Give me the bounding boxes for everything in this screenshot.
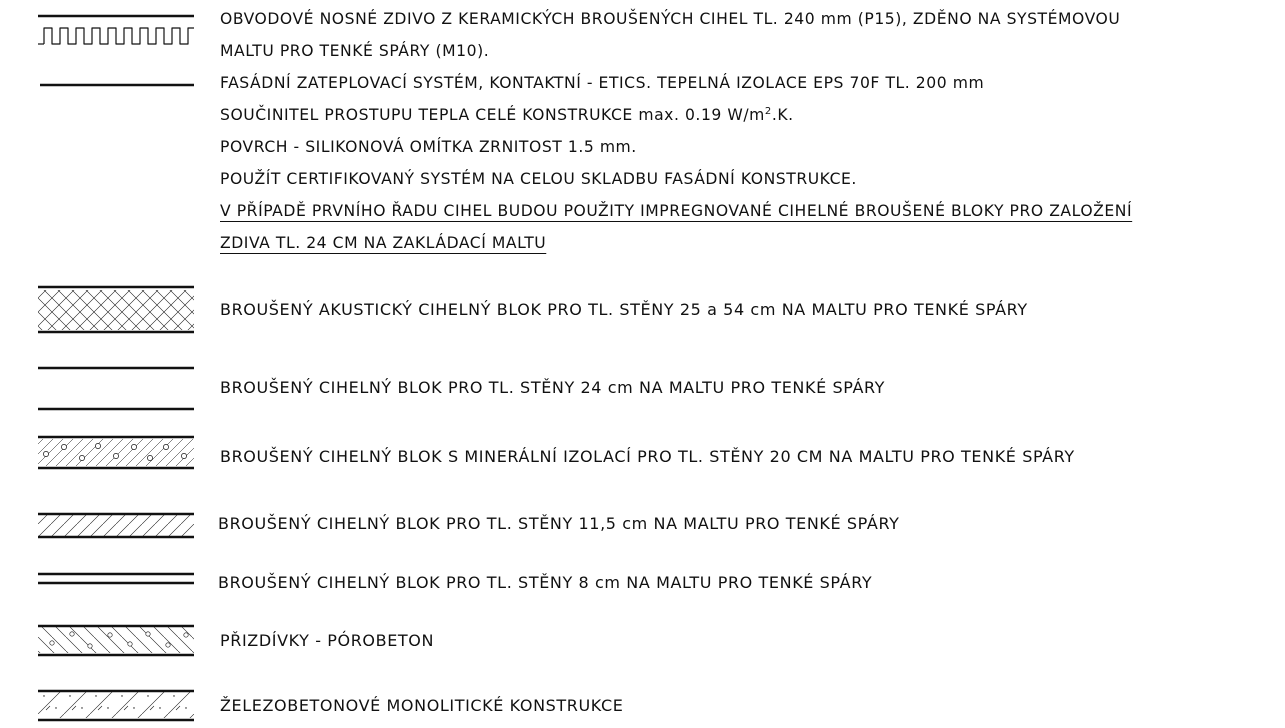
legend-item-label: BROUŠENÝ CIHELNÝ BLOK S MINERÁLNÍ IZOLACÍ PRO TL. STĚNY 20 CM NA MALTU PRO TENKÉ SPÁRY [220, 447, 1075, 466]
legend-item-block-115 [0, 507, 1285, 542]
legend-note-underlined: ZDIVA TL. 24 CM NA ZAKLÁDACÍ MALTU [220, 234, 547, 252]
legend-item-label: BROUŠENÝ CIHELNÝ BLOK PRO TL. STĚNY 24 cm NA MALTU PRO TENKÉ SPÁRY [220, 378, 886, 397]
legend-item-aerated-concrete [0, 622, 1285, 662]
diagonal-hatch-icon [38, 511, 196, 541]
legend-item-label: BROUŠENÝ CIHELNÝ BLOK PRO TL. STĚNY 8 cm NA MALTU PRO TENKÉ SPÁRY [218, 573, 873, 592]
legend-item-external-wall-text [220, 3, 1132, 259]
reinforced-concrete-icon [38, 688, 196, 724]
legend-text-line: OBVODOVÉ NOSNÉ ZDIVO Z KERAMICKÝCH BROUŠENÝCH CIHEL TL. 240 mm (P15), ZDĚNO NA SYSTÉMOVOU [220, 10, 1121, 28]
legend-item-block-mineral [0, 432, 1285, 477]
legend-note-line [220, 227, 1132, 259]
legend-text-line: POVRCH - SILIKONOVÁ OMÍTKA ZRNITOST 1.5 mm. [220, 138, 637, 156]
aerated-concrete-icon [38, 623, 196, 659]
legend-item-label: BROUŠENÝ AKUSTICKÝ CIHELNÝ BLOK PRO TL. STĚNY 25 a 54 cm NA MALTU PRO TENKÉ SPÁRY [220, 300, 1028, 319]
legend-note-underlined: V PŘÍPADĚ PRVNÍHO ŘADU CIHEL BUDOU POUŽITY IMPREGNOVANÉ CIHELNÉ BROUŠENÉ BLOKY PRO ZALOŽENÍ [220, 202, 1133, 220]
double-line-icon [38, 364, 196, 414]
legend-note-line [220, 195, 1132, 227]
legend-item-external-wall [0, 0, 1285, 265]
u-value-prefix: SOUČINITEL PROSTUPU TEPLA CELÉ KONSTRUKCE max. 0.19 W/m [220, 106, 765, 124]
hatch-circles-icon [38, 434, 196, 472]
legend-item-label: ŽELEZOBETONOVÉ MONOLITICKÉ KONSTRUKCE [220, 696, 624, 715]
masonry-wave-icon [38, 14, 196, 92]
thin-double-line-icon [38, 570, 196, 600]
u-value-line [220, 99, 1132, 131]
cross-hatch-icon [38, 284, 196, 336]
legend-item-label: PŘIZDÍVKY - PÓROBETON [220, 631, 435, 650]
u-value-exponent: 2 [764, 106, 772, 117]
legend-text-line: FASÁDNÍ ZATEPLOVACÍ SYSTÉM, KONTAKTNÍ - ETICS. TEPELNÁ IZOLACE EPS 70F TL. 200 mm [220, 74, 985, 92]
legend-item-label: BROUŠENÝ CIHELNÝ BLOK PRO TL. STĚNY 11,5 cm NA MALTU PRO TENKÉ SPÁRY [218, 514, 900, 533]
legend-item-reinforced-concrete [0, 685, 1285, 728]
legend-item-acoustic-block [0, 280, 1285, 340]
legend-text-line: MALTU PRO TENKÉ SPÁRY (M10). [220, 42, 490, 60]
legend-text-line: POUŽÍT CERTIFIKOVANÝ SYSTÉM NA CELOU SKLADBU FASÁDNÍ KONSTRUKCE. [220, 170, 857, 188]
legend-item-block-24 [0, 360, 1285, 415]
u-value-suffix: .K. [771, 106, 794, 124]
legend-item-block-8 [0, 567, 1285, 602]
